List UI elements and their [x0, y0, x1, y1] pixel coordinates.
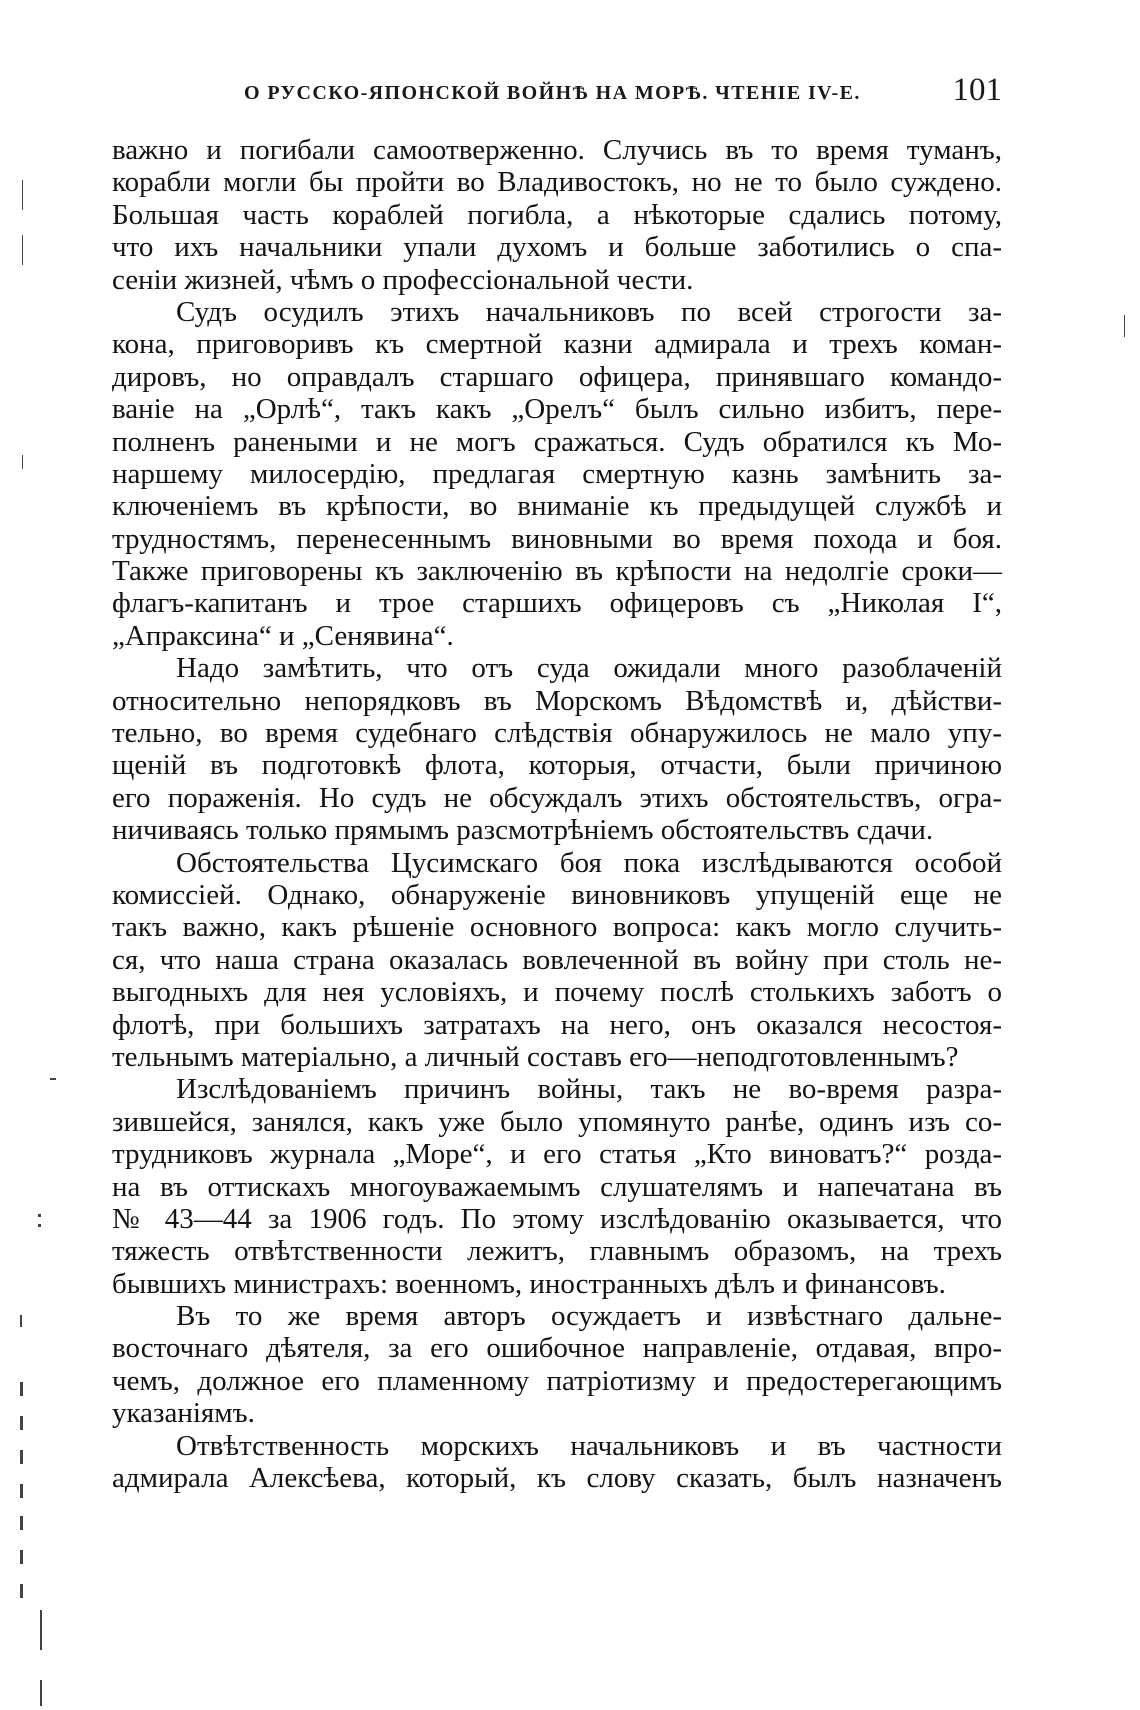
text-line: зившейся, занялся, какъ уже было упомянуто ранѣе, одинъ изъ со- [112, 1105, 1002, 1138]
text-line: Большая часть кораблей погибла, а нѣкоторые сдались потому, [112, 198, 1002, 231]
scan-artifact [40, 1680, 42, 1706]
scan-artifact [20, 1550, 23, 1564]
text-line: кона, приговоривъ къ смертной казни адмирала и трехъ коман- [112, 328, 1002, 361]
paragraph [112, 296, 1002, 652]
scan-artifact [20, 1450, 23, 1464]
scan-artifact [38, 1214, 41, 1217]
text-line: тяжесть отвѣтственности лежитъ, главнымъ образомъ, на трехъ [112, 1235, 1002, 1268]
text-line: № 43—44 за 1906 годъ. По этому изслѣдованію оказывается, что [112, 1202, 1002, 1235]
paragraph [112, 1073, 1002, 1300]
text-line: „Апраксина“ и „Сенявина“. [112, 619, 454, 652]
text-line: указаніямъ. [112, 1397, 255, 1430]
text-line: чемъ, должное его пламенному патріотизму и предостерегающимъ [112, 1364, 1002, 1397]
text-line: Обстоятельства Цусимскаго боя пока изслѣдываются особой [176, 846, 1002, 879]
text-line: Также приговорены къ заключенію въ крѣпости на недолгіе сроки— [112, 555, 1002, 588]
scan-artifact [20, 1584, 23, 1598]
text-line: тельнымъ матеріально, а личный составъ его—неподготовленнымъ? [112, 1040, 959, 1073]
text-line: ничиваясь только прямымъ разсмотрѣніемъ обстоятельствъ сдачи. [112, 814, 934, 847]
text-line: выгодныхъ для нея условіяхъ, и почему послѣ столькихъ заботъ о [112, 976, 1002, 1009]
text-line: дировъ, но оправдалъ старшаго офицера, принявшаго командо- [112, 360, 1002, 393]
paragraph [112, 652, 1002, 846]
scan-artifact [50, 1078, 56, 1080]
text-line: трудниковъ журнала „Море“, и его статья „Кто виноватъ?“ розда- [112, 1138, 1002, 1171]
text-line: тельно, во время судебнаго слѣдствія обнаружилось не мало упу- [112, 717, 1002, 750]
text-line: корабли могли бы пройти во Владивостокъ, но не то было суждено. [112, 166, 1002, 199]
page-number: 101 [952, 72, 1002, 108]
text-line: относительно непорядковъ въ Морскомъ Вѣдомствѣ и, дѣйстви- [112, 684, 1002, 717]
text-line: ваніе на „Орлѣ“, такъ какъ „Орелъ“ былъ сильно избитъ, пере- [112, 393, 1002, 426]
scan-artifact [22, 455, 23, 469]
text-line: важно и погибали самоотверженно. Случись въ то время туманъ, [112, 134, 1002, 166]
text-line: щеній въ подготовкѣ флота, которыя, отчасти, были причиною [112, 749, 1002, 782]
scan-artifact [20, 1382, 23, 1396]
scan-artifact [38, 1224, 41, 1227]
text-line: такъ важно, какъ рѣшеніе основного вопроса: какъ могло случить- [112, 911, 1002, 944]
text-line: что ихъ начальники упали духомъ и больше заботились о спа- [112, 231, 1002, 264]
text-line: ся, что наша страна оказалась вовлеченной въ войну при столь не- [112, 943, 1002, 976]
text-line: Изслѣдованіемъ причинъ войны, такъ не во-время разра- [176, 1073, 1002, 1106]
paragraph [112, 1300, 1002, 1430]
text-line: его пораженія. Но судъ не обсуждалъ этихъ обстоятельствъ, огра- [112, 781, 1002, 814]
scan-artifact [40, 1610, 42, 1650]
text-line: комиссіей. Однако, обнаруженіе виновниковъ упущеній еще не [112, 878, 1002, 911]
text-line: полненъ ранеными и не могъ сражаться. Судъ обратился къ Мо- [112, 425, 1002, 458]
text-line: наршему милосердію, предлагая смертную казнь замѣнить за- [112, 457, 1002, 490]
text-line: трудностямъ, перенесеннымъ виновными во время похода и боя. [112, 522, 1002, 555]
text-line: адмирала Алексѣева, который, къ слову сказать, былъ назначенъ [112, 1462, 1002, 1495]
text-line: Въ то же время авторъ осуждаетъ и извѣстнаго дальне- [176, 1300, 1002, 1333]
paragraph [112, 1430, 1002, 1495]
text-line: восточнаго дѣятеля, за его ошибочное направленіе, отдавая, впро- [112, 1332, 1002, 1365]
page-header [112, 74, 1002, 114]
scan-artifact [20, 1484, 23, 1498]
text-line: сеніи жизней, чѣмъ о профессіональной чести. [112, 263, 694, 296]
paragraph [112, 134, 1002, 296]
scan-artifact [22, 235, 23, 265]
text-line: ключеніемъ въ крѣпости, во вниманіе къ предыдущей службѣ и [112, 490, 1002, 523]
scan-artifact [1124, 315, 1125, 337]
scan-artifact [22, 180, 23, 210]
scan-artifact [20, 1516, 23, 1530]
text-line: Надо замѣтить, что отъ суда ожидали много разоблаченій [176, 652, 1002, 685]
scan-artifact [20, 1315, 22, 1327]
scan-artifact [20, 1416, 23, 1430]
body-text [112, 134, 1002, 1494]
text-line: флотѣ, при большихъ затратахъ на него, онъ оказался несостоя- [112, 1008, 1002, 1041]
text-line: флагъ-капитанъ и трое старшихъ офицеровъ съ „Николая I“, [112, 587, 1002, 620]
text-line: Судъ осудилъ этихъ начальниковъ по всей строгости за- [176, 295, 1002, 328]
text-line: на въ оттискахъ многоуважаемымъ слушателямъ и напечатана въ [112, 1170, 1002, 1203]
paragraph [112, 847, 1002, 1074]
text-line: бывшихъ министрахъ: военномъ, иностранныхъ дѣлъ и финансовъ. [112, 1267, 946, 1300]
running-title: О РУССКО-ЯПОНСКОЙ ВОЙНѢ НА МОРѢ. ЧТЕНІЕ IV-Е. [244, 82, 861, 104]
text-line: Отвѣтственность морскихъ начальниковъ и въ частности [176, 1429, 1002, 1462]
